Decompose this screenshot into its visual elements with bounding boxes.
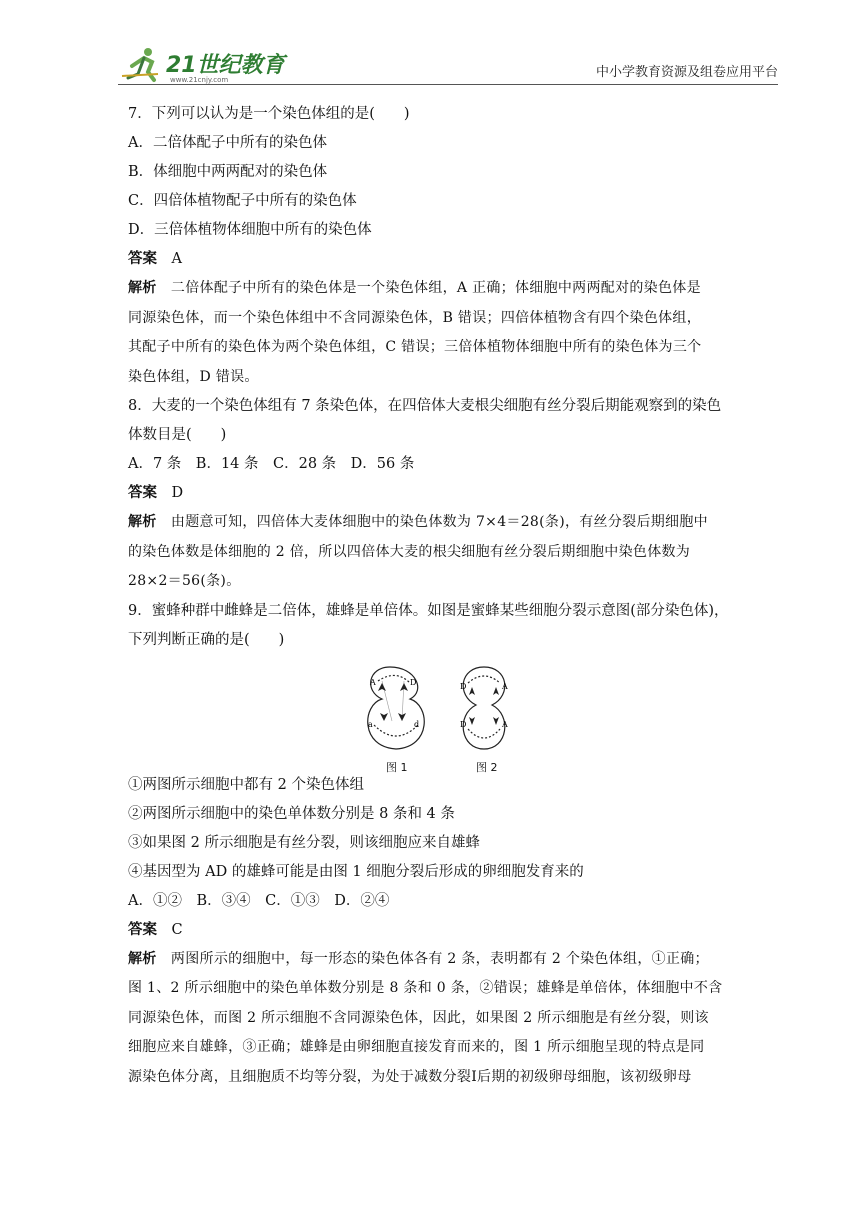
explanation-text: 的染色体数是体细胞的 2 倍，所以四倍体大麦的根尖细胞有丝分裂后期细胞中染色体数为 [128,543,691,560]
figure-2-label: A [502,681,508,691]
answer-value: D [171,485,184,501]
answer-label: 答案 [128,921,157,938]
q9-statement-1: ①两图所示细胞中都有 2 个染色体组 [128,776,364,793]
figure-1-label: A [370,677,376,687]
explanation-label: 解析 [128,950,157,967]
q8-explanation [128,508,736,597]
answer-label: 答案 [128,485,157,501]
figure-2-label: D [460,681,467,691]
answer-label: 答案 [128,251,157,267]
q8-stem-line2: 体数目是( ) [128,427,227,443]
explanation-text: 同源染色体，而一个染色体组中不含同源染色体，B 错误；四倍体植物含有四个染色体组， [128,309,702,326]
q7-option-a: A．二倍体配子中所有的染色体 [128,135,327,151]
q7-explanation [128,274,736,392]
explanation-text: 由题意可知，四倍体大麦体细胞中的染色体数为 7×4＝28(条)，有丝分裂后期细胞中 [170,514,708,530]
q9-statement-3: ③如果图 2 所示细胞是有丝分裂，则该细胞应来自雄蜂 [128,834,480,851]
page-header [118,44,778,84]
figure-1-chromosomes [378,683,408,721]
answer-value: C [171,921,183,938]
q7-answer [128,245,736,274]
explanation-text: 染色体组，D 错误。 [128,368,259,385]
cell-diagrams [356,661,536,753]
q9-stem-line2: 下列判断正确的是( ) [128,631,285,648]
answer-value: A [171,251,182,267]
q9-statement-2: ②两图所示细胞中的染色单体数分别是 8 条和 4 条 [128,805,455,822]
logo-url: www.21cnjy.com [170,76,229,84]
figure-2-cell [463,667,505,749]
platform-name: 中小学教育资源及组卷应用平台 [595,65,778,80]
explanation-text: 两图所示的细胞中，每一形态的染色体各有 2 条，表明都有 2 个染色体组，①正确； [170,950,709,967]
explanation-label: 解析 [128,280,157,296]
figure-1-label: D [410,677,417,687]
q9-answer [128,916,736,945]
q8-stem-line1: 8．大麦的一个染色体组有 7 条染色体，在四倍体大麦根尖细胞有丝分裂后期能观察到的染色 [128,398,722,414]
figure-1-label: d [414,719,420,729]
figure-2-caption: 图 2 [476,760,498,774]
q9-options: A．①② B．③④ C．①③ D．②④ [128,892,390,909]
logo [118,44,288,84]
q7-option-d: D．三倍体植物体细胞中所有的染色体 [128,222,372,238]
logo-text: 21世纪教育 [166,53,285,78]
explanation-text: 二倍体配子中所有的染色体是一个染色体组，A 正确；体细胞中两两配对的染色体是 [170,280,701,296]
q7-option-c: C．四倍体植物配子中所有的染色体 [128,193,357,209]
explanation-text: 其配子中所有的染色体为两个染色体组，C 错误；三倍体植物体细胞中所有的染色体为三个 [128,339,702,355]
q9-stem-line1: 9．蜜蜂种群中雌蜂是二倍体，雄蜂是单倍体。如图是蜜蜂某些细胞分裂示意图(部分染色体)， [128,602,729,619]
header-divider [118,84,778,85]
explanation-text: 同源染色体，而图 2 所示细胞不含同源染色体，因此，如果图 2 所示细胞是有丝分裂，则该 [128,1009,709,1026]
q7-option-b: B．体细胞中两两配对的染色体 [128,164,328,180]
figure-2-label: D [460,719,467,729]
q8-options: A．7 条 B．14 条 C．28 条 D．56 条 [128,456,415,472]
q9-explanation [128,945,736,1093]
q8-answer [128,479,736,508]
figure-1-label: a [368,719,373,729]
document-body [128,100,736,1092]
runner-icon [122,48,158,80]
q9-statement-4: ④基因型为 AD 的雄蜂可能是由图 1 细胞分裂后形成的卵细胞发育来的 [128,863,584,880]
explanation-text: 源染色体分离，且细胞质不均等分裂，为处于减数分裂Ⅰ后期的初级卵母细胞，该初级卵母 [128,1068,692,1085]
explanation-text: 图 1、2 所示细胞中的染色单体数分别是 8 条和 0 条，②错误；雄蜂是单倍体，体细胞中不含 [128,980,723,996]
q7-stem: 7．下列可以认为是一个染色体组的是( ) [128,106,410,122]
figure-1-caption: 图 1 [386,760,408,774]
figure-2-label: A [502,719,508,729]
cell-division-figure [356,661,536,774]
explanation-text: 28×2＝56(条)。 [128,573,241,589]
explanation-text: 细胞应来自雄蜂，③正确；雄蜂是由卵细胞直接发育而来的，图 1 所示细胞呈现的特点是同 [128,1039,705,1055]
explanation-label: 解析 [128,514,157,530]
